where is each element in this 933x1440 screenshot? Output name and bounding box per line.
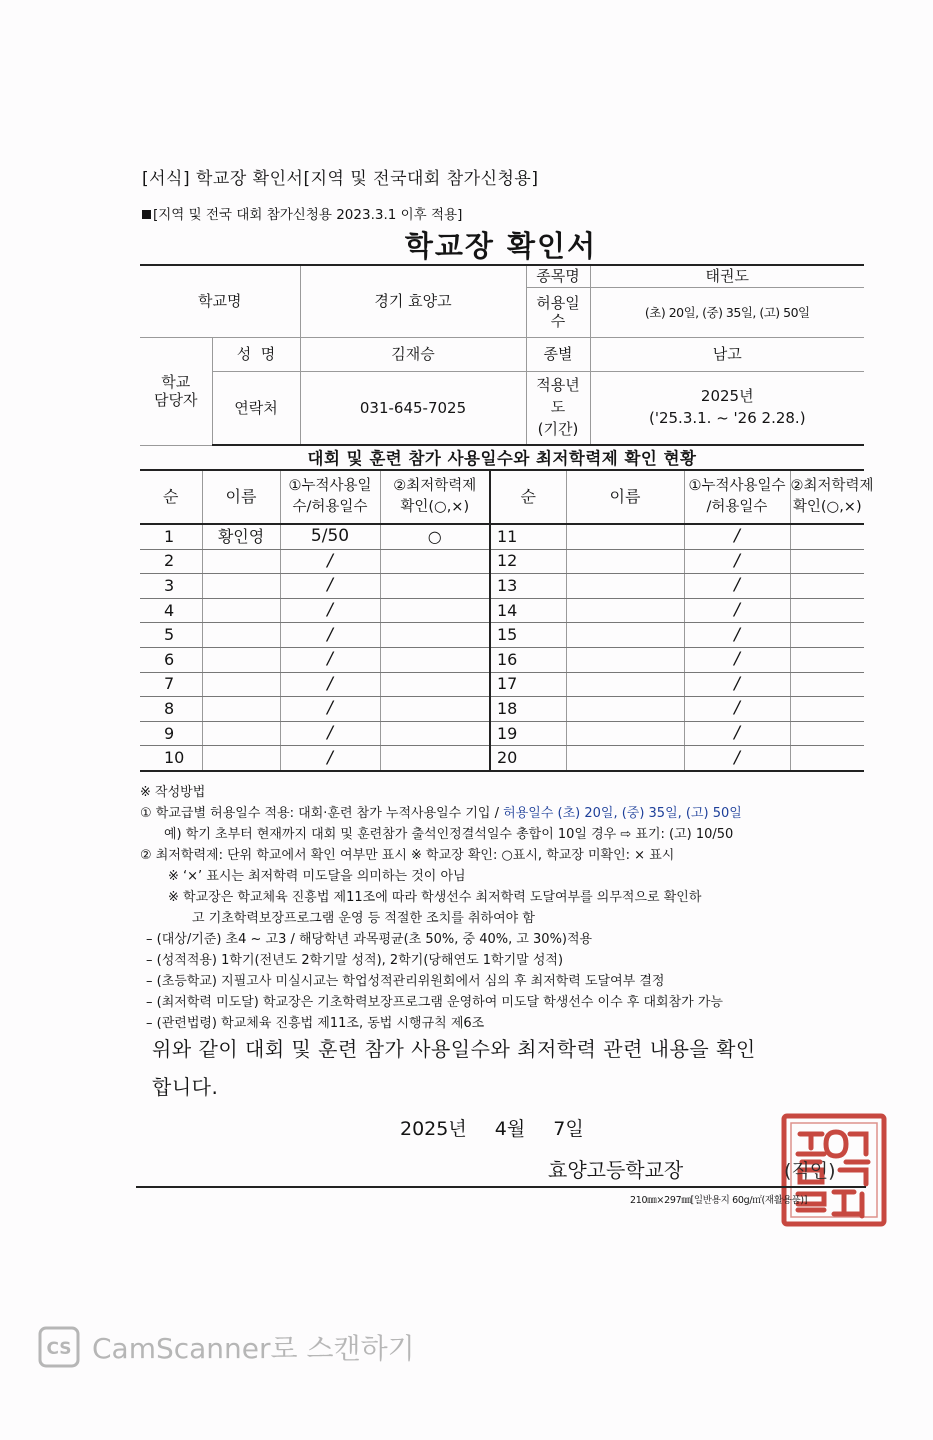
table-row bbox=[140, 549, 864, 574]
row-number: 9 bbox=[140, 721, 202, 746]
participant-name bbox=[202, 672, 280, 697]
sport-label: 종목명 bbox=[526, 265, 590, 287]
row-number: 13 bbox=[490, 574, 566, 599]
academic-check bbox=[790, 549, 864, 574]
days-used: / bbox=[684, 672, 790, 697]
table-row bbox=[140, 697, 864, 722]
table-row bbox=[140, 721, 864, 746]
issue-date: 2025년 4월 7일 bbox=[400, 1118, 584, 1140]
academic-check bbox=[790, 647, 864, 672]
period-value: 2025년 ('25.3.1. ~ '26 2.28.) bbox=[590, 371, 864, 445]
academic-check bbox=[380, 549, 490, 574]
days-used: / bbox=[684, 524, 790, 549]
days-used: / bbox=[280, 623, 380, 648]
academic-check bbox=[790, 672, 864, 697]
row-number: 3 bbox=[140, 574, 202, 599]
academic-check bbox=[380, 721, 490, 746]
days-used: / bbox=[684, 598, 790, 623]
table-row bbox=[140, 746, 864, 771]
table-row bbox=[140, 574, 864, 599]
header-name: 이름 bbox=[202, 470, 280, 524]
academic-check bbox=[790, 697, 864, 722]
note-2-a: ※ ‘×’ 표시는 최저학력 미도달을 의미하는 것이 아님 bbox=[168, 869, 466, 884]
status-table bbox=[140, 469, 874, 772]
academic-check bbox=[790, 623, 864, 648]
manager-label: 학교 담당자 bbox=[140, 337, 212, 445]
participant-name bbox=[566, 697, 684, 722]
principal-name: 효양고등학교장 bbox=[548, 1158, 684, 1182]
document-title: 학교장 확인서 bbox=[404, 229, 598, 263]
participant-name bbox=[202, 647, 280, 672]
participant-name bbox=[566, 623, 684, 648]
seal-label: (직인) bbox=[784, 1160, 836, 1182]
camscanner-icon bbox=[38, 1326, 80, 1368]
days-used: / bbox=[280, 574, 380, 599]
note-1: ① 학교급별 허용일수 적용: 대회·훈련 참가 누적사용일수 기입 / 허용일수 (초) 20일, (중) 35일, (고) 50일 bbox=[140, 806, 742, 821]
participant-name bbox=[202, 721, 280, 746]
contact-value: 031-645-7025 bbox=[300, 371, 526, 445]
table-row bbox=[140, 598, 864, 623]
gender-label: 종별 bbox=[526, 337, 590, 371]
academic-check bbox=[380, 746, 490, 771]
footer-rule bbox=[136, 1186, 866, 1188]
academic-check bbox=[380, 623, 490, 648]
days-used: / bbox=[684, 746, 790, 771]
academic-check bbox=[790, 524, 864, 549]
academic-check bbox=[790, 721, 864, 746]
header-no-right: 순 bbox=[490, 470, 566, 524]
contact-label: 연락처 bbox=[212, 371, 300, 445]
header-no: 순 bbox=[140, 470, 202, 524]
participant-name bbox=[566, 672, 684, 697]
days-used: / bbox=[684, 697, 790, 722]
gender-value: 남고 bbox=[590, 337, 864, 371]
info-table bbox=[140, 264, 864, 446]
confirmation-statement bbox=[152, 1030, 864, 1106]
participant-name bbox=[202, 697, 280, 722]
square-bullet-icon bbox=[142, 210, 151, 219]
participant-name bbox=[566, 524, 684, 549]
row-number: 5 bbox=[140, 623, 202, 648]
table-row bbox=[140, 623, 864, 648]
academic-check bbox=[790, 746, 864, 771]
header-name-right: 이름 bbox=[566, 470, 684, 524]
header-academic: ②최저학력제 확인(○,×) bbox=[380, 470, 490, 524]
name-label: 성 명 bbox=[212, 337, 300, 371]
detail-3: – (초등학교) 지필고사 미실시교는 학업성적관리위원회에서 심의 후 최저학력 도달여부 결정 bbox=[146, 974, 665, 989]
header-days: ①누적사용일 수/허용일수 bbox=[280, 470, 380, 524]
days-used: / bbox=[280, 697, 380, 722]
days-used: / bbox=[280, 746, 380, 771]
row-number: 18 bbox=[490, 697, 566, 722]
row-number: 20 bbox=[490, 746, 566, 771]
days-used: / bbox=[280, 721, 380, 746]
academic-check bbox=[380, 647, 490, 672]
academic-check bbox=[380, 574, 490, 599]
allowed-days-label: 허용일 수 bbox=[526, 287, 590, 337]
days-used: / bbox=[684, 647, 790, 672]
detail-5: – (관련법령) 학교체육 진흥법 제11조, 동법 시행규칙 제6조 bbox=[146, 1016, 485, 1031]
participant-name bbox=[202, 574, 280, 599]
participant-name bbox=[202, 746, 280, 771]
days-used: / bbox=[280, 549, 380, 574]
svg-text:CS: CS bbox=[46, 1339, 72, 1359]
writing-instructions bbox=[140, 782, 880, 1034]
participant-name bbox=[566, 598, 684, 623]
table-row bbox=[140, 524, 864, 549]
sport-value: 태권도 bbox=[590, 265, 864, 287]
participant-name bbox=[566, 574, 684, 599]
school-value: 경기 효양고 bbox=[300, 265, 526, 337]
row-number: 6 bbox=[140, 647, 202, 672]
days-used: 5/50 bbox=[280, 524, 380, 549]
row-number: 1 bbox=[140, 524, 202, 549]
note-2-b2: 고 기초학력보장프로그램 운영 등 적절한 조치를 취하여야 함 bbox=[192, 911, 535, 926]
apply-note bbox=[142, 203, 462, 223]
participant-name bbox=[202, 549, 280, 574]
row-number: 19 bbox=[490, 721, 566, 746]
days-used: / bbox=[280, 598, 380, 623]
row-number: 8 bbox=[140, 697, 202, 722]
header-days-right: ①누적사용일수 /허용일수 bbox=[684, 470, 790, 524]
name-value: 김재승 bbox=[300, 337, 526, 371]
days-used: / bbox=[280, 647, 380, 672]
participant-name: 황인영 bbox=[202, 524, 280, 549]
academic-check bbox=[790, 574, 864, 599]
school-label: 학교명 bbox=[140, 265, 300, 337]
form-tag: [서식] 학교장 확인서[지역 및 전국대회 참가신청용] bbox=[142, 169, 539, 189]
participant-name bbox=[566, 746, 684, 771]
apply-note-text: [지역 및 전국 대회 참가신청용 2023.3.1 이후 적용] bbox=[153, 207, 463, 223]
days-used: / bbox=[684, 721, 790, 746]
detail-4: – (최저학력 미도달) 학교장은 기초학력보장프로그램 운영하여 미도달 학생선수 이수 후 대회참가 가능 bbox=[146, 995, 723, 1010]
academic-check bbox=[380, 697, 490, 722]
row-number: 7 bbox=[140, 672, 202, 697]
status-section-title: 대회 및 훈련 참가 사용일수와 최저학력제 확인 현황 bbox=[307, 449, 697, 468]
academic-check: ○ bbox=[380, 524, 490, 549]
row-number: 17 bbox=[490, 672, 566, 697]
row-number: 16 bbox=[490, 647, 566, 672]
row-number: 11 bbox=[490, 524, 566, 549]
academic-check bbox=[380, 598, 490, 623]
participant-name bbox=[202, 598, 280, 623]
note-2: ② 최저학력제: 단위 학교에서 확인 여부만 표시 ※ 학교장 확인: ○표시, 학교장 미확인: × 표시 bbox=[140, 848, 675, 863]
note-2-b1: ※ 학교장은 학교체육 진흥법 제11조에 따라 학생선수 최저학력 도달여부를 의무적으로 확인하 bbox=[168, 890, 702, 905]
row-number: 2 bbox=[140, 549, 202, 574]
camscanner-watermark bbox=[38, 1324, 415, 1370]
academic-check bbox=[380, 672, 490, 697]
detail-1: – (대상/기준) 초4 ~ 고3 / 해당학년 과목평균(초 50%, 중 40%, 고 30%)적용 bbox=[146, 932, 593, 947]
days-used: / bbox=[684, 549, 790, 574]
row-number: 15 bbox=[490, 623, 566, 648]
note-1-example: 예) 학기 초부터 현재까지 대회 및 훈련참가 출석인정결석일수 총합이 10일 경우 ⇨ 표기: (고) 10/50 bbox=[164, 827, 734, 842]
academic-check bbox=[790, 598, 864, 623]
status-table-header bbox=[140, 470, 864, 524]
confirmation-line-1: 위와 같이 대회 및 훈련 참가 사용일수와 최저학력 관련 내용을 확인 bbox=[152, 1037, 756, 1061]
days-used: / bbox=[684, 623, 790, 648]
row-number: 14 bbox=[490, 598, 566, 623]
row-number: 4 bbox=[140, 598, 202, 623]
row-number: 10 bbox=[140, 746, 202, 771]
header-academic-right: ②최저학력제 확인(○,×) bbox=[790, 470, 864, 524]
detail-2: – (성적적용) 1학기(전년도 2학기말 성적), 2학기(당해연도 1학기말 성적) bbox=[146, 953, 564, 968]
participant-name bbox=[566, 647, 684, 672]
participant-name bbox=[202, 623, 280, 648]
watermark-text: CamScanner로 스캔하기 bbox=[92, 1332, 415, 1365]
table-row bbox=[140, 647, 864, 672]
notes-heading: ※ 작성방법 bbox=[140, 785, 206, 800]
paper-spec: 210㎜×297㎜[일반용지 60g/㎡(재활용품)] bbox=[630, 1195, 808, 1206]
allowed-days-value: (초) 20일, (중) 35일, (고) 50일 bbox=[590, 287, 864, 337]
days-used: / bbox=[684, 574, 790, 599]
row-number: 12 bbox=[490, 549, 566, 574]
table-row bbox=[140, 672, 864, 697]
days-used: / bbox=[280, 672, 380, 697]
confirmation-line-2: 합니다. bbox=[152, 1075, 219, 1099]
period-label: 적용년 도 (기간) bbox=[526, 371, 590, 445]
participant-name bbox=[566, 549, 684, 574]
participant-name bbox=[566, 721, 684, 746]
